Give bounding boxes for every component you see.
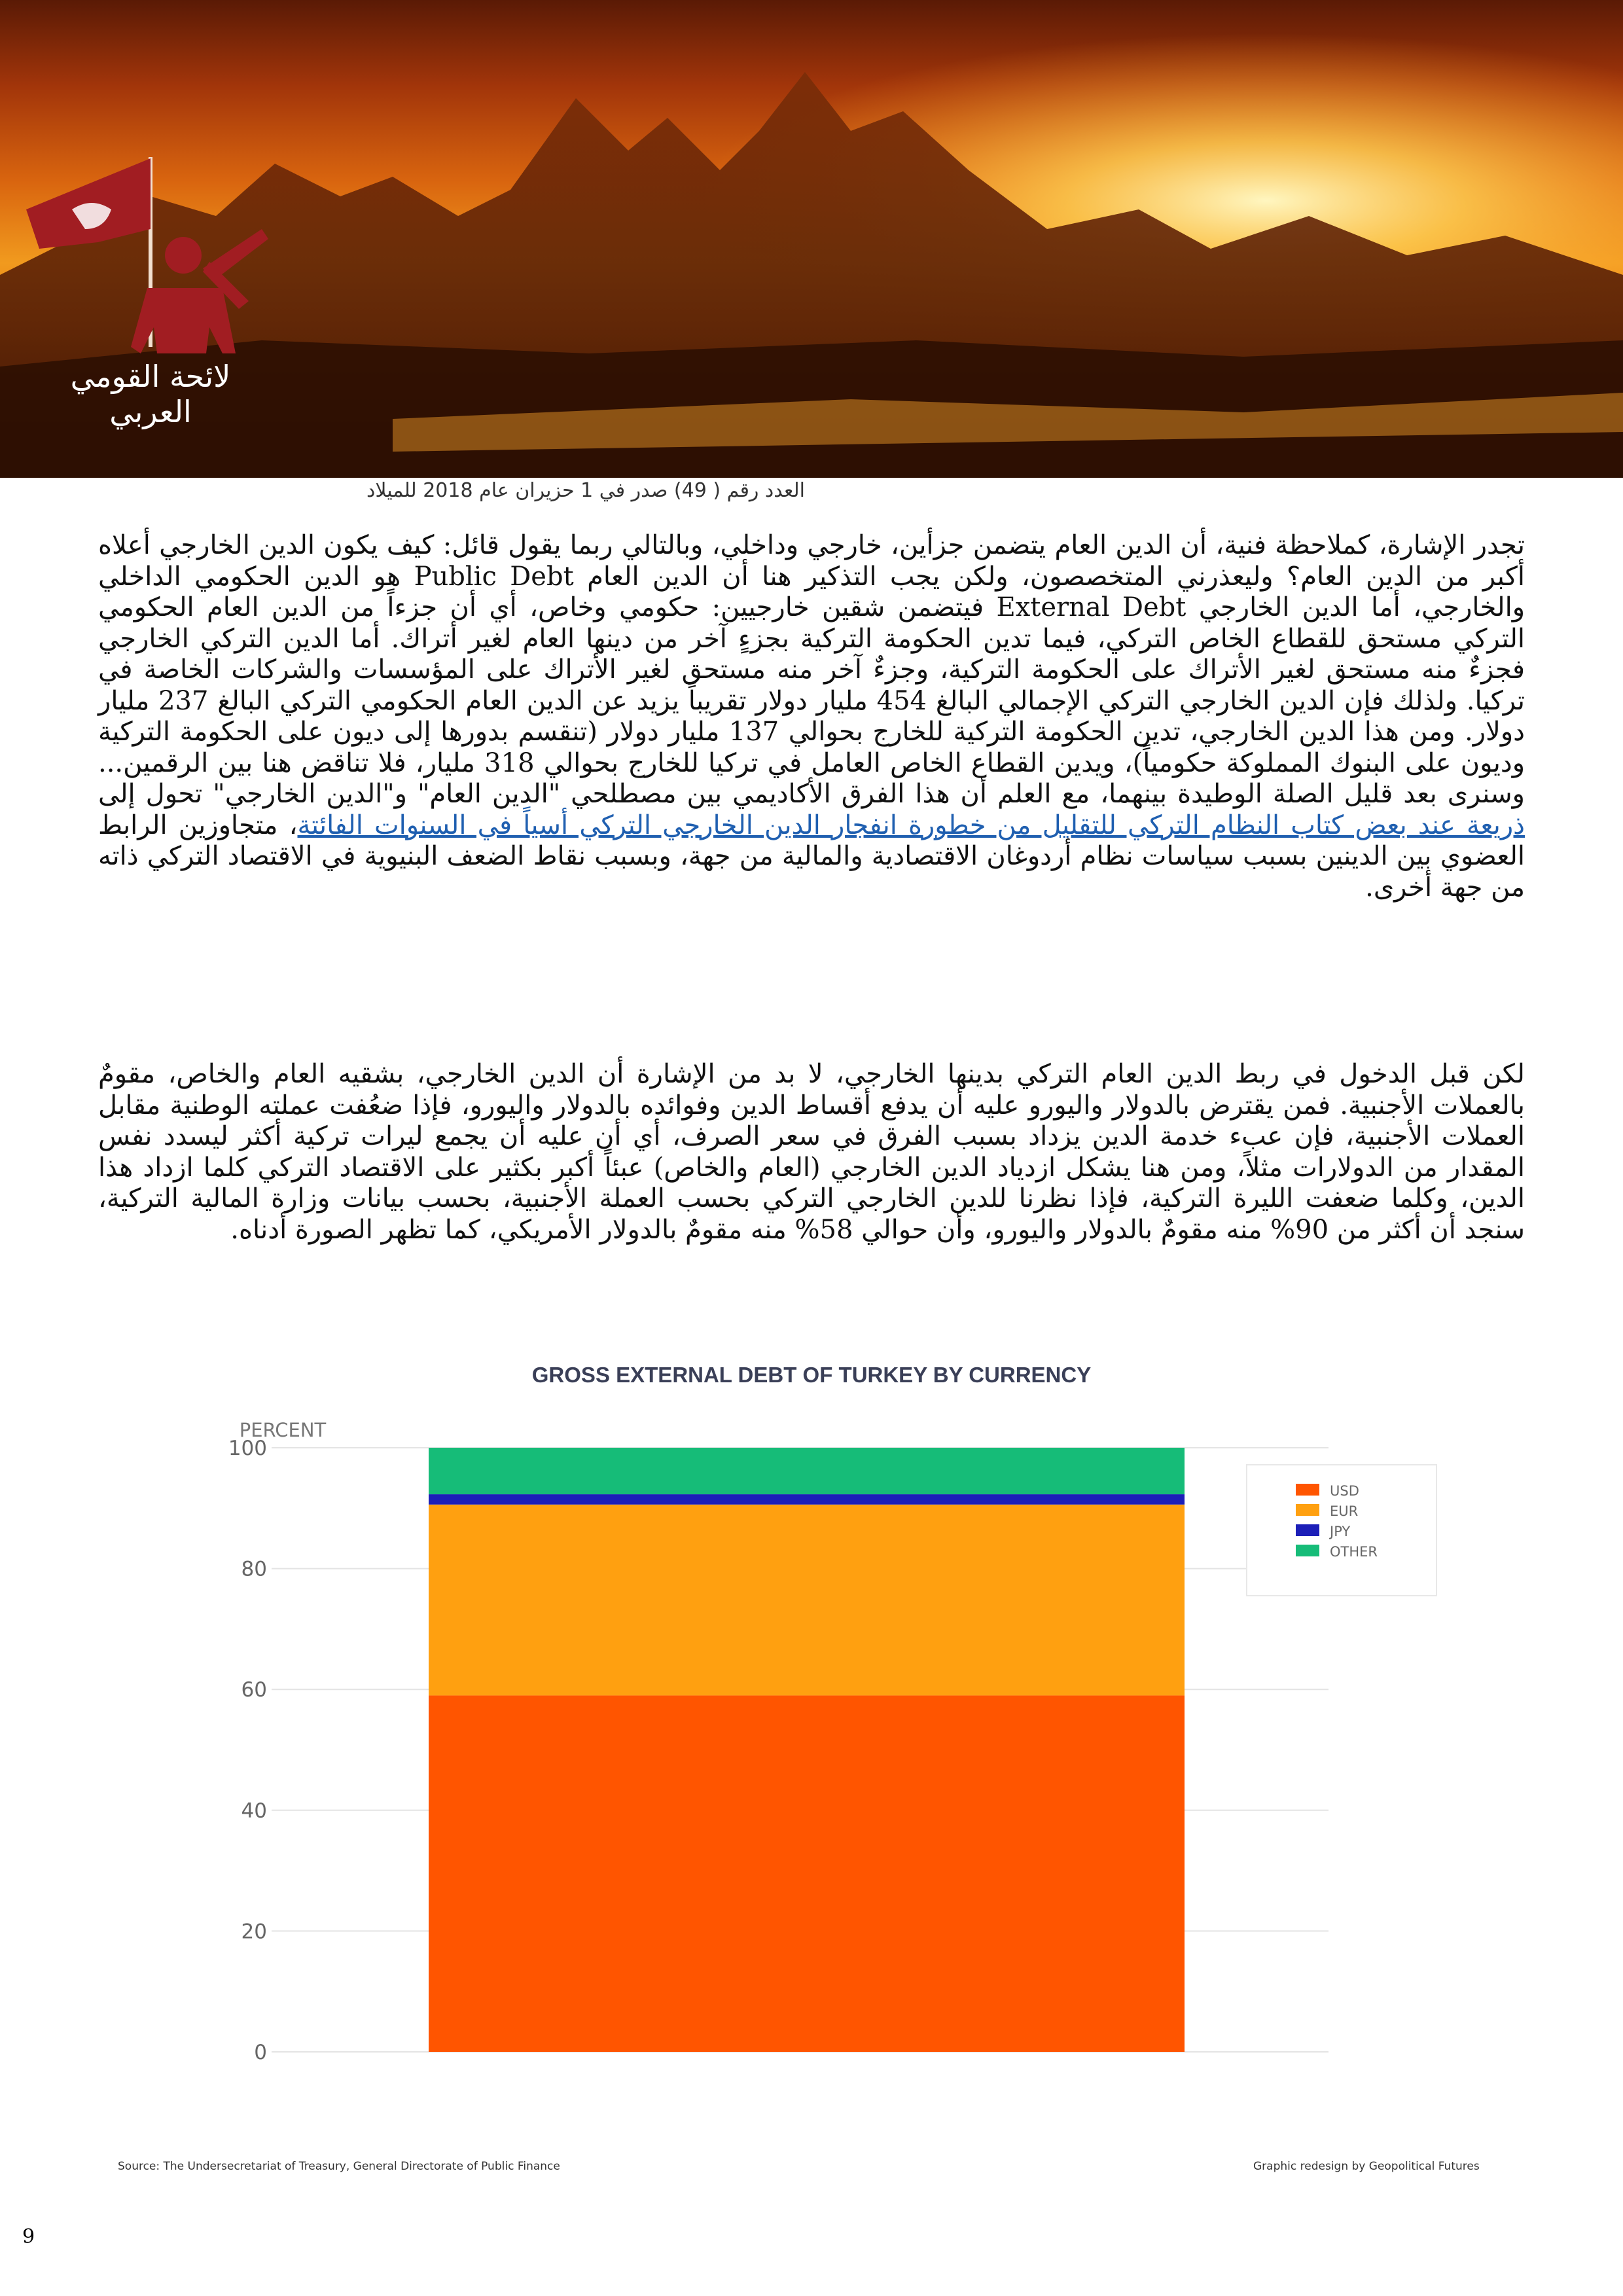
legend-label: JPY [1330,1524,1351,1539]
y-tick-label: 80 [241,1557,267,1581]
legend-label: EUR [1330,1503,1359,1519]
bar-segment-jpy [429,1494,1185,1505]
bar-stack [429,1448,1185,2052]
legend [1247,1465,1436,1596]
y-tick-label: 0 [254,2041,267,2064]
chart-svg [111,1355,1512,2186]
credit-note: Graphic redesign by Geopolitical Futures [1253,2160,1480,2173]
paragraph-1-text-b: ، متجاوزين الرابط العضوي بين الدينين بسبب سياسات نظام أردوغان الاقتصادية والمالية من جهة، وبسبب نقاط الضعف البنيوية في الاقتصاد التركي ذاته من جهة أخرى. [98,810,1525,903]
article-paragraph-1 [98,530,1525,903]
source-note: Source: The Undersecretariat of Treasury, General Directorate of Public Finance [118,2160,560,2173]
legend-swatch [1296,1524,1319,1536]
article-link[interactable]: ذريعة عند بعض كتاب النظام التركي للتقليل من خطورة انفجار الدين الخارجي التركي أسياً في السنوات الفائتة [297,810,1525,840]
legend-label: USD [1330,1483,1359,1499]
y-tick-label: 20 [241,1920,267,1944]
chart-title: GROSS EXTERNAL DEBT OF TURKEY BY CURRENCY [531,1363,1092,1387]
legend-label: OTHER [1330,1544,1378,1560]
y-tick-label: 100 [228,1437,267,1460]
y-axis-label: PERCENT [239,1419,327,1441]
paragraph-2-text: لكن قبل الدخول في ربط الدين العام التركي بدينها الخارجي، لا بد من الإشارة أن الدين الخارجي، بشقيه العام والخاص، مقومٌ بالعملات الأجنبية. فمن يقترض بالدولار واليورو عليه أن يدفع أقساط الدين وفوائده بالدولار واليورو، فإذا ضعُفت عملته الوطنية مقابل العملات الأجنبية، فإن عبء خدمة الدين يزداد بسبب الفرق في سعر الصرف، أي أن عليه أن يجمع ليرات تركية أكثر ليسدد نفس المقدار من الدولارات مثلاً، ومن هنا يشكل ازدياد الدين الخارجي (العام والخاص) عبئاً أكبر بكثير على الاقتصاد التركي كلما ازداد هذا الدين، وكلما ضعفت الليرة التركية، فإذا نظرنا للدين الخارجي التركي بحسب العملة الأجنبية، بحسب بيانات وزارة المالية التركية، سنجد أن أكثر من 90% منه مقومٌ بالدولار واليورو، وأن حوالي 58% منه مقومٌ بالدولار الأمريكي، كما تظهر الصورة أدناه. [98,1059,1525,1245]
bar-segment-usd [429,1695,1185,2052]
paragraph-1-text-a: تجدر الإشارة، كملاحظة فنية، أن الدين العام يتضمن جزأين، خارجي وداخلي، وبالتالي ربما يقول قائل: كيف يكون الدين الخارجي أعلاه أكبر من الدين العام؟ وليعذرني المتخصصون، ولكن يجب التذكير هنا أن الدين العام Public Debt هو الدين الحكومي الداخلي والخارجي، أما الدين الخارجي External Debt فيتضمن شقين خارجيين: حكومي وخاص، أي أن جزءاً من الدين العام الحكومي التركي مستحق للقطاع الخاص التركي، فيما تدين الحكومة التركية بجزءٍ آخر من دينها العام لغير أتراك. أما الدين التركي الخارجي فجزءٌ منه مستحق لغير الأتراك على الحكومة التركية، وجزءٌ آخر منه مستحق لغير الأتراك على المؤسسات والشركات الخاصة في تركيا. ولذلك فإن الدين الخارجي التركي الإجمالي البالغ 454 مليار دولار تقريباً يزيد عن الدين العام الحكومي التركي البالغ 237 مليار دولار. ومن هذا الدين الخارجي، تدين الحكومة التركية للخارج بحوالي 137 مليار دولار (تنقسم بدورها إلى ديون على الحكومة التركية وديون على البنوك المملوكة حكومياً)، ويدين القطاع الخاص العامل في تركيا للخارج بحوالي 318 مليار، فلا تناقض هنا بين الرقمين... وسنرى بعد قليل الصلة الوطيدة بينهما، مع العلم أن هذا الفرق الأكاديمي بين مصطلحي "الدين العام" و"الدين الخارجي" تحول إلى [98,530,1525,809]
y-tick-label: 40 [241,1799,267,1823]
header-banner [0,0,1623,478]
issue-line: العدد رقم ( 49) صدر في 1 حزيران عام 2018 للميلاد [366,479,805,502]
bar-segment-other [429,1448,1185,1494]
legend-swatch [1296,1504,1319,1516]
y-tick-labels [228,1437,267,2064]
bar-segment-eur [429,1505,1185,1696]
legend-swatch [1296,1545,1319,1556]
currency-chart [111,1355,1512,2186]
y-tick-label: 60 [241,1678,267,1702]
article-paragraph-2 [98,1059,1525,1246]
page-number: 9 [22,2225,35,2248]
legend-swatch [1296,1484,1319,1496]
logo-title: لائحة القومي العربي [70,359,231,429]
